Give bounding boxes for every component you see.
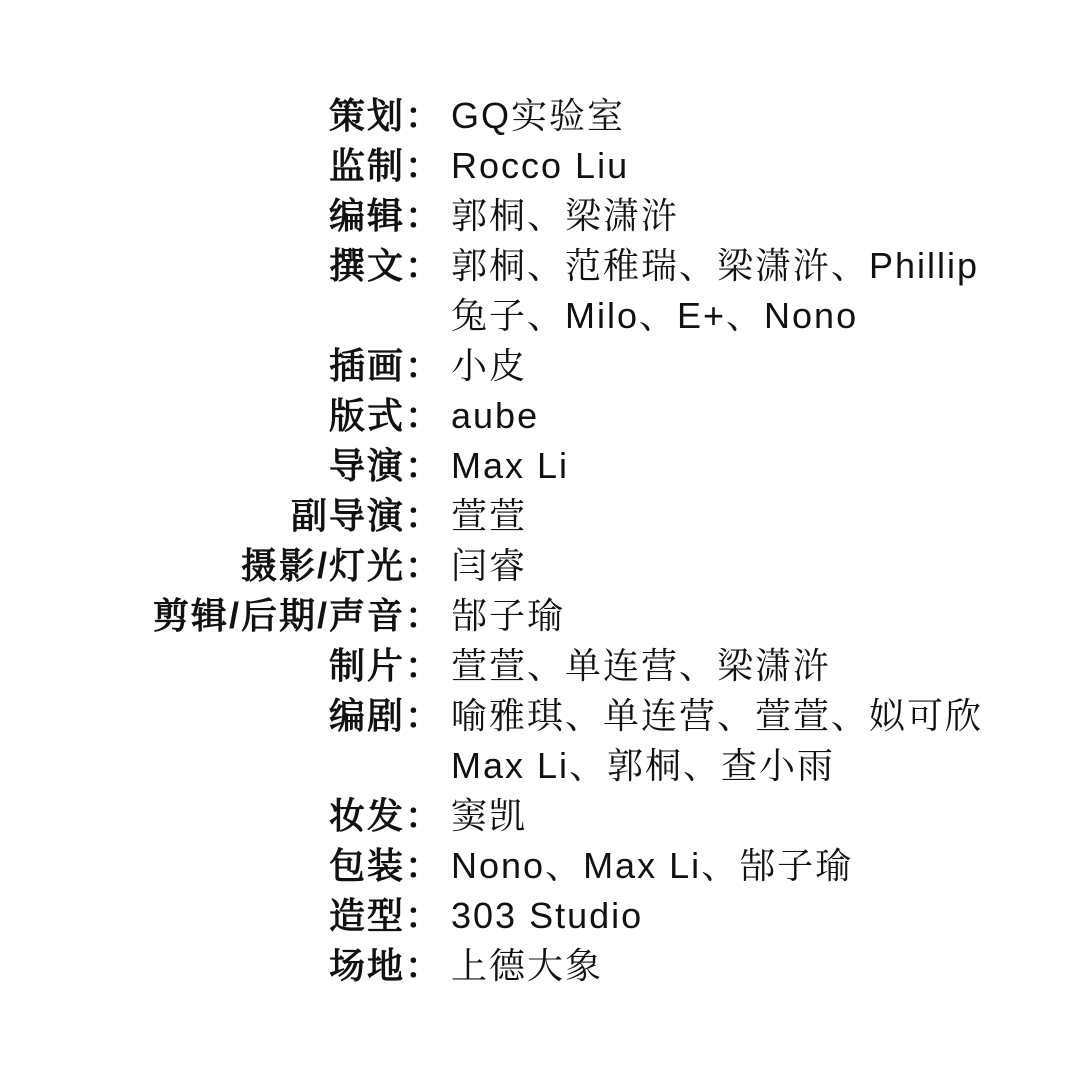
credit-value-line: 303 Studio — [451, 895, 644, 936]
credit-value-line: 郜子瑜 — [451, 595, 566, 636]
credit-value — [443, 891, 1080, 941]
credit-row — [0, 541, 1080, 591]
credit-value-line: GQ实验室 — [451, 95, 626, 136]
credit-value-line: 兔子、Milo、E+、Nono — [451, 295, 859, 336]
credit-row — [0, 441, 1080, 491]
credit-value-line: 小皮 — [451, 345, 528, 386]
credit-value — [443, 541, 1080, 591]
credit-label: 监制： — [328, 145, 443, 186]
credit-value-line: Max Li — [451, 445, 570, 486]
credit-label: 编辑： — [328, 195, 443, 236]
credit-label: 摄影/灯光： — [240, 545, 443, 586]
credit-label: 制片： — [328, 645, 443, 686]
credit-value — [443, 91, 1080, 141]
credit-value-line: 萱萱、单连营、梁潇浒 — [451, 645, 832, 686]
credit-value — [443, 591, 1080, 641]
credit-label: 场地： — [328, 945, 443, 986]
credit-label: 策划： — [328, 95, 443, 136]
credit-value-line: Max Li、郭桐、查小雨 — [451, 745, 836, 786]
credit-label: 妆发： — [328, 795, 443, 836]
credit-row — [0, 241, 1080, 341]
credit-row — [0, 341, 1080, 391]
credit-value-line: 郭桐、梁潇浒 — [451, 195, 680, 236]
credit-row — [0, 891, 1080, 941]
credit-value — [443, 941, 1080, 991]
credit-value — [443, 341, 1080, 391]
credit-row — [0, 91, 1080, 141]
credit-value-line: 窦凯 — [451, 795, 528, 836]
credit-value — [443, 791, 1080, 841]
credit-row — [0, 841, 1080, 891]
credit-row — [0, 191, 1080, 241]
credit-label: 剪辑/后期/声音： — [152, 595, 443, 636]
credit-label: 撰文： — [328, 245, 443, 286]
credit-value — [443, 241, 1080, 341]
credit-row — [0, 791, 1080, 841]
credit-value — [443, 841, 1080, 891]
credit-row — [0, 941, 1080, 991]
credit-value — [443, 691, 1080, 791]
credit-label: 包装： — [328, 845, 443, 886]
credit-value — [443, 441, 1080, 491]
credits-list — [0, 91, 1080, 991]
credit-value — [443, 191, 1080, 241]
credit-value-line: 闫睿 — [451, 545, 528, 586]
credit-label: 导演： — [328, 445, 443, 486]
credit-value-line: 萱萱 — [451, 495, 528, 536]
credit-row — [0, 691, 1080, 791]
credit-row — [0, 391, 1080, 441]
credit-value — [443, 641, 1080, 691]
credit-value-line: aube — [451, 395, 540, 436]
credit-label: 造型： — [328, 895, 443, 936]
credit-value — [443, 491, 1080, 541]
credit-value-line: Nono、Max Li、郜子瑜 — [451, 845, 854, 886]
credit-value-line: 上德大象 — [451, 945, 604, 986]
credit-value — [443, 141, 1080, 191]
credit-row — [0, 491, 1080, 541]
credit-row — [0, 641, 1080, 691]
credit-label: 插画： — [328, 345, 443, 386]
credit-value-line: Rocco Liu — [451, 145, 630, 186]
credit-row — [0, 141, 1080, 191]
credit-value-line: 喻雅琪、单连营、萱萱、姒可欣 — [451, 695, 984, 736]
credit-value-line: 郭桐、范稚瑞、梁潇浒、Phillip — [451, 245, 980, 286]
credit-row — [0, 591, 1080, 641]
credit-label: 编剧： — [328, 695, 443, 736]
credit-label: 副导演： — [290, 495, 443, 536]
credit-label: 版式： — [328, 395, 443, 436]
credit-value — [443, 391, 1080, 441]
